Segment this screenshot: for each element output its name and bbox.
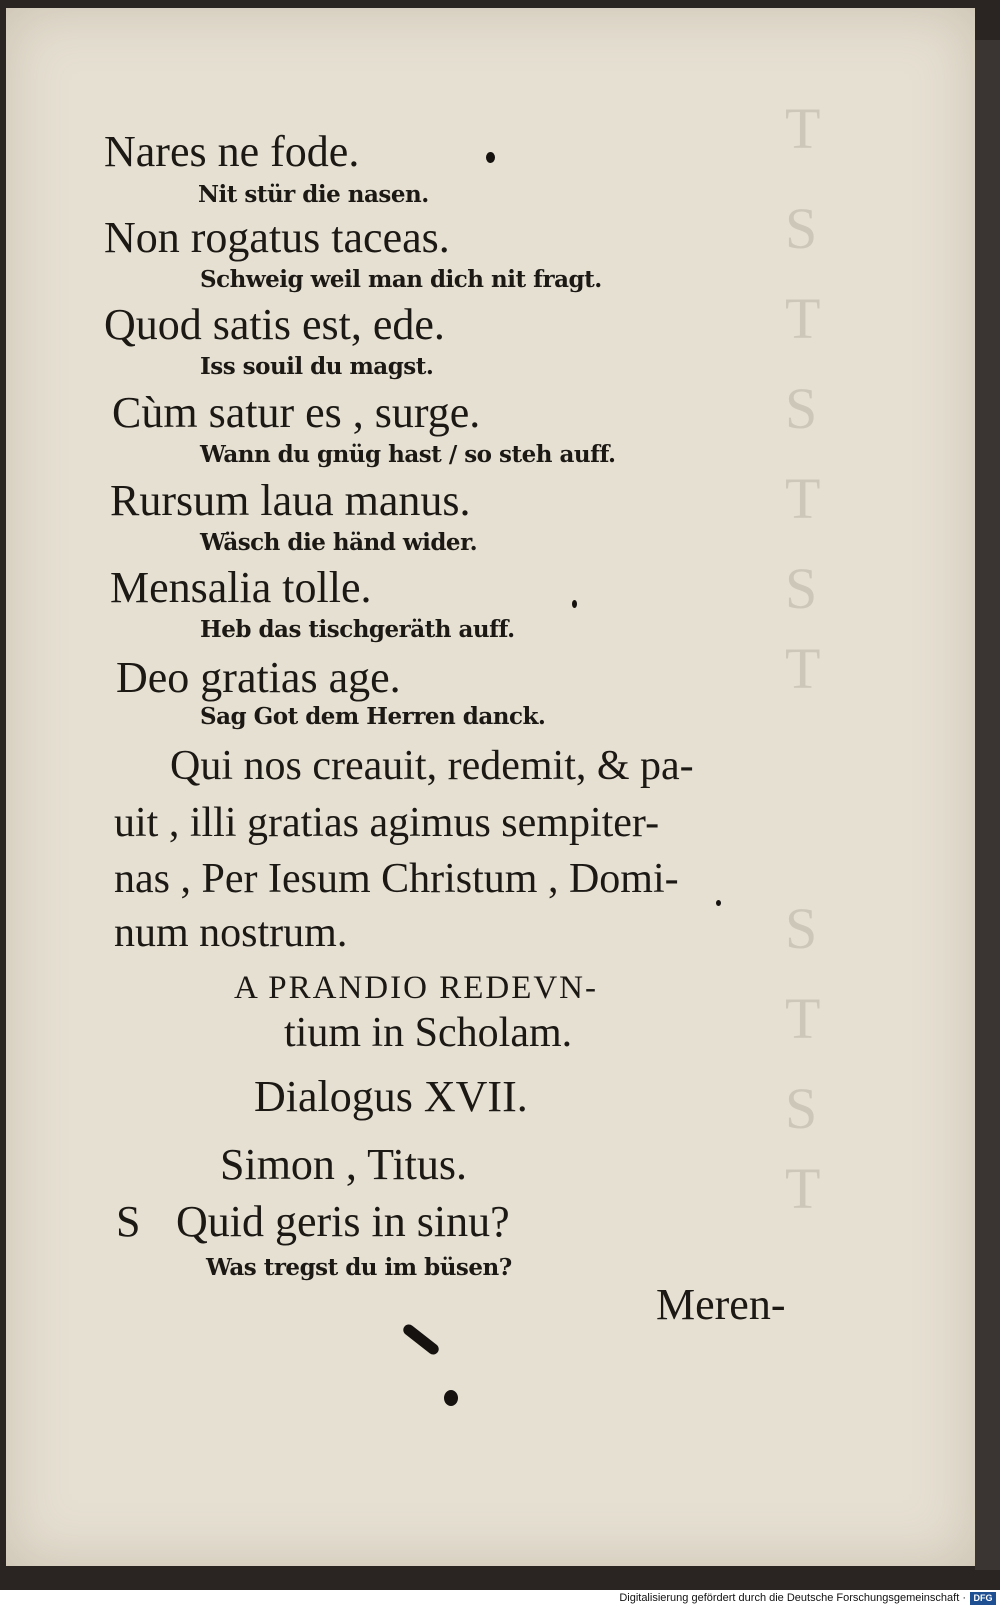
dfg-logo: DFG	[970, 1592, 996, 1605]
dialogue-number: Dialogus XVII.	[254, 1072, 528, 1121]
speaker-initial: S	[116, 1197, 141, 1246]
show-through-mark: S	[785, 376, 818, 441]
page-edge	[975, 40, 1000, 1570]
german-line: Schweig weil man dich nit fragt.	[200, 266, 602, 293]
show-through-mark: T	[785, 1156, 821, 1221]
catchword: Meren-	[656, 1280, 786, 1329]
show-through-mark: S	[785, 896, 818, 961]
latin-line: Deo gratias age.	[116, 653, 401, 702]
show-through-mark: S	[785, 196, 818, 261]
ink-speck	[486, 152, 495, 163]
show-through-mark: T	[785, 96, 821, 161]
german-line: Wann du gnüg hast / so steh auff.	[200, 441, 616, 468]
dialogue-latin: Quid geris in sinu?	[176, 1197, 510, 1246]
german-line: Wäsch die händ wider.	[200, 529, 478, 556]
ink-speck	[716, 900, 721, 906]
latin-line: Nares ne fode.	[104, 127, 360, 176]
prayer-line: uit , illi gratias agimus sempiter-	[114, 800, 660, 846]
section-heading: A PRANDIO REDEVN-	[234, 970, 598, 1006]
show-through-mark: T	[785, 986, 821, 1051]
german-line: Sag Got dem Herren danck.	[200, 703, 546, 730]
show-through-mark: T	[785, 286, 821, 351]
latin-line: Mensalia tolle.	[110, 563, 372, 612]
latin-line: Quod satis est, ede.	[104, 300, 445, 349]
show-through-mark: S	[785, 1076, 818, 1141]
digitization-credit: Digitalisierung gefördert durch die Deutsche Forschungsgemeinschaft ·	[619, 1592, 966, 1604]
ink-speck	[444, 1390, 458, 1406]
show-through-mark: T	[785, 466, 821, 531]
german-line: Iss souil du magst.	[200, 353, 434, 380]
german-line: Heb das tischgeräth auff.	[200, 616, 515, 643]
latin-line: Cùm satur es , surge.	[112, 388, 481, 437]
latin-line: Rursum laua manus.	[110, 476, 471, 525]
ink-speck	[572, 600, 577, 608]
latin-line: Non rogatus taceas.	[104, 213, 450, 262]
speaker-list: Simon , Titus.	[220, 1140, 468, 1189]
prayer-line: num nostrum.	[114, 910, 348, 956]
section-subheading: tium in Scholam.	[284, 1010, 573, 1056]
show-through-mark: S	[785, 556, 818, 621]
prayer-line: Qui nos creauit, redemit, & pa-	[170, 743, 694, 789]
german-line: Nit stür die nasen.	[198, 181, 429, 208]
show-through-mark: T	[785, 636, 821, 701]
dialogue-german: Was tregst du im büsen?	[206, 1254, 512, 1281]
prayer-line: nas , Per Iesum Christum , Domi-	[114, 856, 679, 902]
